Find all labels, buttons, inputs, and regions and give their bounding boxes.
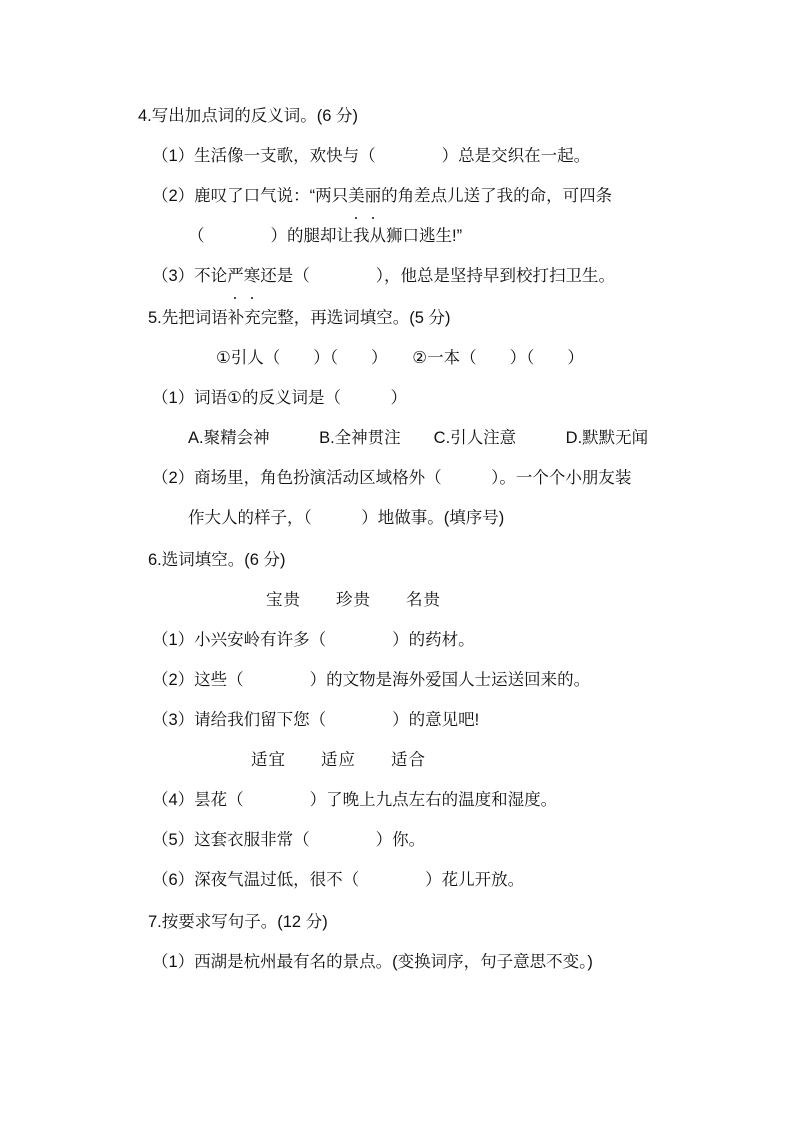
question-6: [96, 540, 696, 900]
worksheet-content: [96, 96, 696, 984]
question-4-line-1: （1）生活像一支歌，欢快与（ ）总是交织在一起。: [152, 147, 591, 165]
question-4-line-4: （3）不论严寒还是（ ），他总是坚持早到校打扫卫生。: [96, 256, 696, 296]
question-7: [96, 902, 696, 982]
question-5-line-4: 作大人的样子，（ ）地做事。(填序号): [188, 509, 505, 527]
question-5-line-3: （2）商场里，角色扮演活动区域格外（ ）。一个个小朋友装: [152, 469, 632, 487]
question-7-title: 7.按要求写句子。(12 分): [148, 913, 328, 931]
question-6-word-bank-1: 宝贵 珍贵 名贵: [266, 591, 441, 609]
question-6-line-2: （2）这些（ ）的文物是海外爱国人士运送回来的。: [152, 671, 591, 689]
question-5-line-1: ①引人（ ）（ ） ②一本（ ）（ ）: [216, 349, 584, 367]
question-4-title: 4.写出加点词的反义词。(6 分): [138, 107, 359, 125]
question-5-title: 5.先把词语补充完整，再选词填空。(5 分): [148, 309, 451, 327]
question-6-line-5: （5）这套衣服非常（ ）你。: [152, 831, 426, 849]
question-6-line-4: （4）昙花（ ）了晚上九点左右的温度和湿度。: [152, 791, 558, 809]
question-5-options: A.聚精会神 B.全神贯注 C.引人注意 D.默默无闻: [188, 429, 649, 447]
question-6-title: 6.选词填空。(6 分): [148, 551, 286, 569]
question-4-line-2: （2）鹿叹了口气说：“两只美丽的角差点儿送了我的命，可四条: [96, 176, 696, 216]
question-6-line-1: （1）小兴安岭有许多（ ）的药材。: [152, 631, 475, 649]
question-4-line-3: （ ）的腿却让我从狮口逃生!”: [188, 227, 463, 245]
question-4: [96, 96, 696, 296]
question-5-line-2: （1）词语①的反义词是（ ）: [152, 389, 407, 407]
question-6-word-bank-2: 适宜 适应 适合: [251, 751, 426, 769]
question-6-line-3: （3）请给我们留下您（ ）的意见吧!: [152, 711, 480, 729]
question-6-line-6: （6）深夜气温过低，很不（ ）花儿开放。: [152, 871, 525, 889]
question-5: [96, 298, 696, 538]
question-7-line-1: （1）西湖是杭州最有名的景点。(变换词序，句子意思不变。): [152, 953, 593, 971]
